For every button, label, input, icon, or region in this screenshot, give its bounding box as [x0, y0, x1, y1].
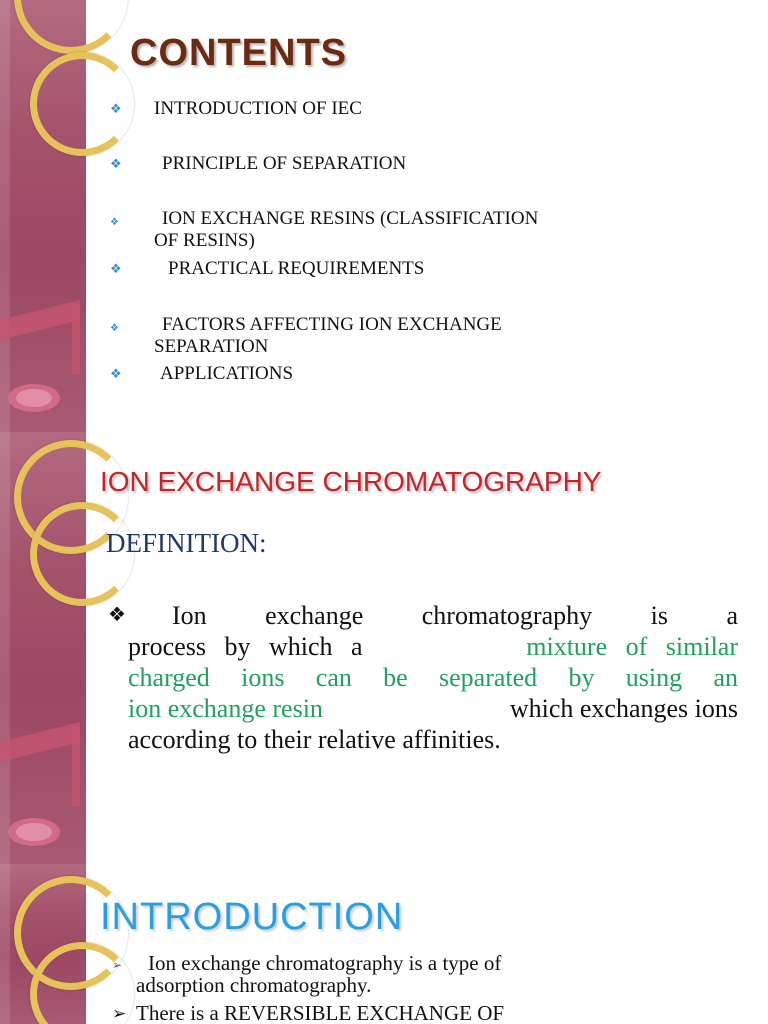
section-title: INTRODUCTION	[100, 896, 404, 938]
highlight-text: ion exchange resin	[128, 694, 323, 723]
paragraph-line: according to their relative affinities.	[128, 725, 501, 754]
highlight-text: mixture of similar	[526, 632, 738, 661]
list-item	[110, 363, 748, 385]
paragraph-line	[108, 662, 738, 693]
diamond-bullet-icon: ❖	[110, 261, 122, 276]
definition-paragraph	[108, 600, 738, 755]
slide-introduction	[0, 864, 768, 1024]
section-title: ION EXCHANGE CHROMATOGRAPHY	[100, 466, 602, 497]
decorative-band	[0, 864, 86, 1024]
highlight-text: charged ions can be separated by using an	[128, 663, 738, 692]
diamond-bullet-icon: ❖	[110, 217, 119, 228]
definition-heading: DEFINITION:	[106, 528, 267, 558]
arrow-bullet-icon: ➢	[112, 1004, 127, 1023]
music-note-icon	[0, 290, 86, 430]
list-item-text: FACTORS AFFECTING ION EXCHANGE	[162, 314, 502, 335]
list-item-text: ION EXCHANGE RESINS (CLASSIFICATION	[162, 208, 539, 229]
diamond-bullet-icon: ❖	[110, 156, 122, 171]
list-item: ➢ Ion exchange chromatography is a type of adsorption chromatography.	[112, 951, 502, 997]
slide-definition	[0, 432, 768, 864]
music-note-icon	[0, 712, 86, 862]
list-item	[110, 208, 748, 252]
list-item-text: APPLICATIONS	[160, 363, 294, 384]
ring-decoration	[14, 0, 128, 54]
list-item	[110, 314, 748, 358]
paragraph-line: ion exchange resin which exchanges ions	[128, 694, 738, 723]
list-item-text: PRACTICAL REQUIREMENTS	[168, 258, 425, 279]
list-item	[110, 153, 748, 175]
list-item-text: PRINCIPLE OF SEPARATION	[162, 153, 407, 174]
list-item	[110, 98, 748, 120]
list-item: ➢ There is a REVERSIBLE EXCHANGE OF	[112, 1001, 505, 1024]
list-item	[110, 258, 748, 280]
decorative-band	[0, 0, 86, 432]
diamond-bullet-icon: ❖	[110, 366, 122, 381]
intro-list	[112, 952, 748, 1024]
paragraph-line: process by which a mixture of similar	[128, 632, 738, 661]
diamond-bullet-icon: ❖	[108, 604, 126, 626]
slide-contents	[0, 0, 768, 432]
list-item-text-continued: OF RESINS)	[154, 230, 255, 251]
list-item-text: INTRODUCTION OF IEC	[154, 98, 362, 119]
list-item-text-continued: SEPARATION	[154, 336, 269, 357]
diamond-bullet-icon: ❖	[110, 101, 122, 116]
diamond-bullet-icon: ❖	[110, 323, 119, 334]
decorative-band	[0, 432, 86, 864]
arrow-bullet-icon: ➢	[112, 958, 123, 972]
page-title: CONTENTS	[130, 32, 347, 74]
paragraph-line: ❖ Ion exchange chromatography is a	[108, 601, 738, 630]
